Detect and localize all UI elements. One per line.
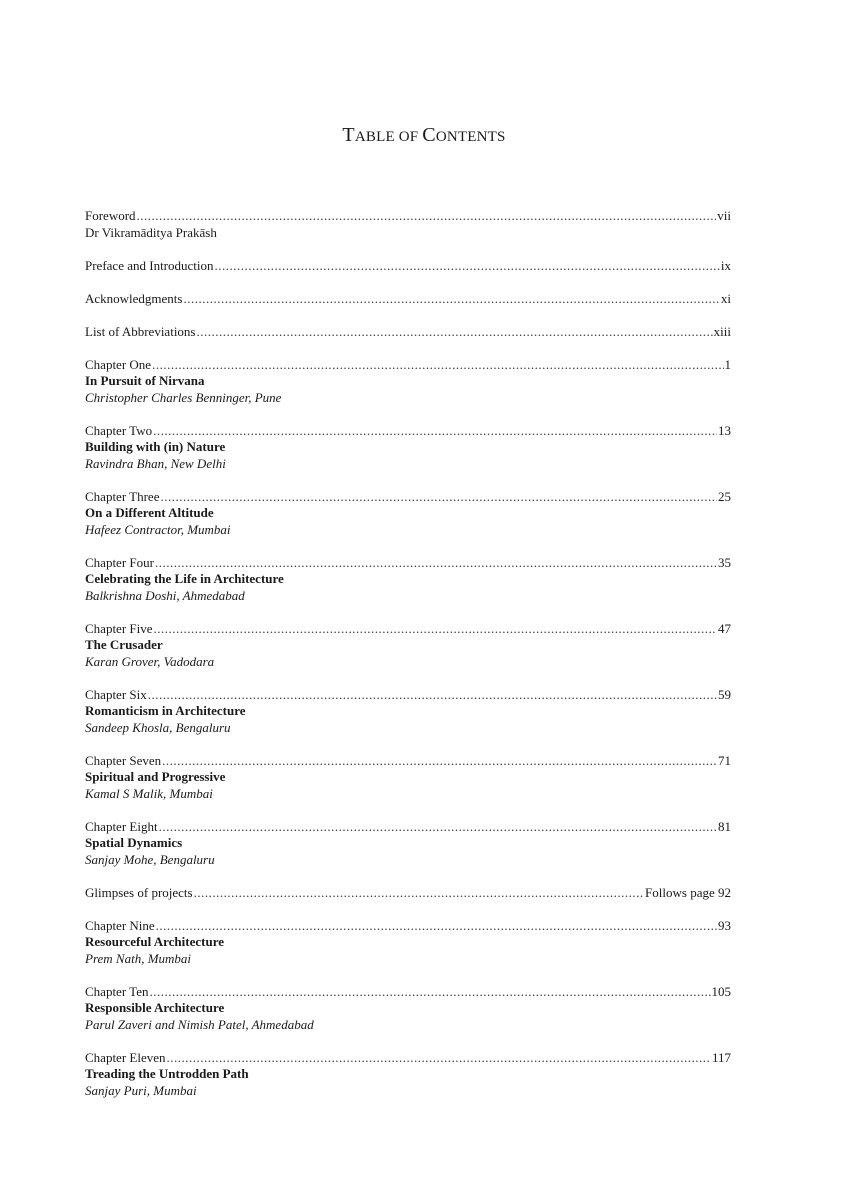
chapter-author: Hafeez Contractor, Mumbai <box>85 521 231 537</box>
toc-page-number: 81 <box>718 818 731 834</box>
dot-leader <box>197 324 713 341</box>
toc-entry-label: Chapter Eleven <box>85 1049 166 1065</box>
dot-leader <box>194 885 644 902</box>
toc-page-number: 59 <box>718 686 731 702</box>
chapter-author: Sanjay Mohe, Bengaluru <box>85 851 215 867</box>
title-letter-c: C <box>422 124 436 146</box>
dot-leader <box>156 918 717 935</box>
toc-entry-line <box>85 1050 731 1067</box>
toc-entry <box>85 819 731 869</box>
toc-entry <box>85 918 731 968</box>
toc-page-number: 71 <box>718 752 731 768</box>
toc-entry-label: Chapter Seven <box>85 752 162 768</box>
chapter-title: Spiritual and Progressive <box>85 769 226 784</box>
toc-entry-label: Foreword <box>85 208 136 223</box>
toc-page-number: Follows page 92 <box>645 884 731 900</box>
toc-entry <box>85 621 731 671</box>
toc-page-number: 25 <box>718 488 731 504</box>
dot-leader <box>167 1050 711 1067</box>
chapter-title: Resourceful Architecture <box>85 934 224 949</box>
toc-entry-label: Chapter One <box>85 356 152 372</box>
toc-entry-label: Chapter Ten <box>85 983 149 999</box>
page-title <box>0 123 848 149</box>
dot-leader <box>152 357 723 374</box>
toc-list <box>85 208 731 1099</box>
toc-page-number: xi <box>720 290 731 306</box>
toc-entry-line <box>85 489 731 506</box>
chapter-author: Parul Zaveri and Nimish Patel, Ahmedabad <box>85 1016 314 1032</box>
toc-page-number: 105 <box>711 983 731 999</box>
toc-entry-label: Chapter Six <box>85 686 147 702</box>
toc-entry-line <box>85 885 731 902</box>
toc-entry <box>85 753 731 803</box>
toc-entry-line <box>85 324 731 341</box>
toc-entry-line <box>85 423 731 440</box>
toc-entry <box>85 555 731 605</box>
toc-entry-label: Chapter Nine <box>85 917 155 933</box>
toc-page-number: 47 <box>718 620 731 636</box>
toc-entry <box>85 208 731 241</box>
dot-leader <box>160 489 717 506</box>
toc-entry-line <box>85 621 731 638</box>
toc-entry-label: Chapter Eight <box>85 818 158 834</box>
chapter-title: On a Different Altitude <box>85 505 214 520</box>
toc-entry-line <box>85 984 731 1001</box>
toc-entry-line <box>85 357 731 374</box>
chapter-author: Prem Nath, Mumbai <box>85 950 192 966</box>
toc-page-number: vii <box>717 208 731 223</box>
toc-entry-label: Chapter Two <box>85 422 153 438</box>
toc-entry <box>85 324 731 341</box>
chapter-author: Kamal S Malik, Mumbai <box>85 785 213 801</box>
toc-entry-label: Glimpses of projects <box>85 884 193 900</box>
toc-page-number: 35 <box>718 554 731 570</box>
chapter-author: Balkrishna Doshi, Ahmedabad <box>85 587 245 603</box>
toc-entry-label: List of Abbreviations <box>85 323 196 339</box>
title-word-ontents: ONTENTS <box>435 129 506 145</box>
title-letter-t: T <box>342 124 355 146</box>
toc-entry-label: Chapter Four <box>85 554 154 570</box>
chapter-author: Ravindra Bhan, New Delhi <box>85 455 226 471</box>
chapter-title: In Pursuit of Nirvana <box>85 373 205 388</box>
toc-page-number: 93 <box>718 917 731 933</box>
dot-leader <box>153 423 717 440</box>
chapter-author: Sandeep Khosla, Bengaluru <box>85 719 231 735</box>
title-word-able-of: ABLE OF <box>354 129 423 145</box>
chapter-title: Responsible Architecture <box>85 1000 225 1015</box>
dot-leader <box>155 555 717 572</box>
toc-entry-subline: Dr Vikramāditya Prakāsh <box>85 224 217 240</box>
toc-entry-line <box>85 258 731 275</box>
dot-leader <box>159 819 717 836</box>
toc-page-number: xiii <box>713 323 731 339</box>
toc-entry <box>85 357 731 407</box>
toc-page-number: 13 <box>718 422 731 438</box>
toc-entry-line <box>85 819 731 836</box>
toc-entry-label: Acknowledgments <box>85 290 183 306</box>
toc-entry <box>85 1050 731 1100</box>
dot-leader <box>137 208 717 225</box>
toc-entry <box>85 885 731 902</box>
toc-entry <box>85 984 731 1034</box>
dot-leader <box>162 753 717 770</box>
toc-entry-label: Preface and Introduction <box>85 257 214 273</box>
chapter-author: Christopher Charles Benninger, Pune <box>85 389 282 405</box>
toc-entry-line <box>85 687 731 704</box>
toc-page-number: ix <box>720 257 731 273</box>
toc-entry-label: Chapter Five <box>85 620 153 636</box>
toc-entry-line <box>85 208 731 225</box>
chapter-title: Romanticism in Architecture <box>85 703 246 718</box>
toc-entry-line <box>85 918 731 935</box>
toc-entry-line <box>85 291 731 308</box>
chapter-title: The Crusader <box>85 637 163 652</box>
toc-entry-line <box>85 753 731 770</box>
dot-leader <box>148 687 717 704</box>
dot-leader <box>154 621 717 638</box>
toc-entry <box>85 291 731 308</box>
chapter-author: Sanjay Puri, Mumbai <box>85 1082 197 1098</box>
toc-entry <box>85 687 731 737</box>
toc-entry <box>85 489 731 539</box>
dot-leader <box>183 291 719 308</box>
dot-leader <box>149 984 710 1001</box>
dot-leader <box>215 258 720 275</box>
toc-page-number: 117 <box>711 1049 731 1065</box>
toc-entry-line <box>85 555 731 572</box>
chapter-title: Spatial Dynamics <box>85 835 183 850</box>
toc-page-number: 1 <box>724 356 731 372</box>
toc-entry <box>85 423 731 473</box>
chapter-title: Building with (in) Nature <box>85 439 226 454</box>
chapter-title: Treading the Untrodden Path <box>85 1066 249 1081</box>
toc-entry <box>85 258 731 275</box>
chapter-title: Celebrating the Life in Architecture <box>85 571 284 586</box>
chapter-author: Karan Grover, Vadodara <box>85 653 215 669</box>
toc-entry-label: Chapter Three <box>85 488 160 504</box>
